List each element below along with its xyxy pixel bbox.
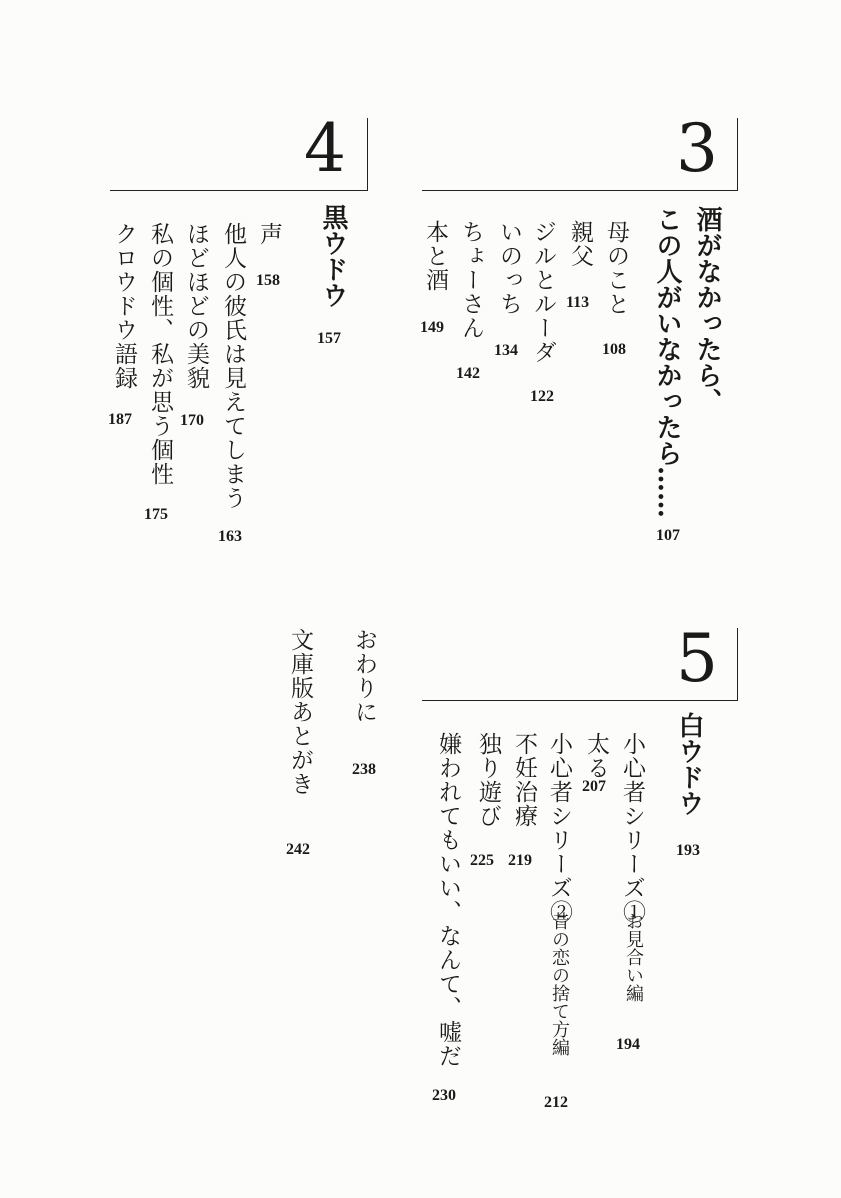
toc-entry-page: 238: [352, 761, 376, 778]
chapter-4-rule-horizontal: [110, 190, 368, 191]
toc-entry-page: 219: [508, 852, 532, 869]
toc-entry-title[interactable]: いのっち: [496, 220, 522, 316]
toc-entry-page: 108: [602, 341, 626, 358]
toc-entry-title[interactable]: クロウドウ語録: [111, 222, 137, 390]
chapter-3-title-line1: 酒がなかったら、: [692, 206, 722, 414]
toc-entry-page: 163: [218, 528, 242, 545]
toc-entry-title[interactable]: 本と酒: [422, 220, 448, 292]
chapter-5-title: 白ウドウ: [674, 712, 704, 816]
toc-entry-title[interactable]: ちょーさん: [458, 220, 484, 340]
toc-entry-title[interactable]: 独り遊び: [475, 732, 501, 828]
toc-entry-page: 122: [530, 388, 554, 405]
chapter-3-title-line2: この人がいなかったら……: [652, 206, 682, 518]
toc-entry-page: 242: [286, 841, 310, 858]
toc-entry-title[interactable]: 声: [256, 222, 282, 246]
toc-entry-subtitle: お見合い編: [623, 912, 644, 1002]
toc-entry-page: 113: [566, 294, 590, 311]
toc-entry-title[interactable]: ジルとルーダ: [530, 220, 556, 364]
chapter-3-number: 3: [676, 110, 718, 187]
chapter-4-number: 4: [304, 110, 346, 187]
toc-entry-title[interactable]: 小心者シリーズ①: [619, 732, 645, 924]
chapter-4-page-number: 157: [317, 330, 341, 347]
toc-entry-page: 212: [544, 1094, 568, 1111]
toc-entry-page: 225: [470, 852, 494, 869]
toc-entry-page: 134: [494, 342, 518, 359]
toc-entry-title[interactable]: 太る: [583, 732, 609, 780]
toc-entry-page: 158: [256, 272, 280, 289]
chapter-5-page-number: 193: [676, 842, 700, 859]
toc-entry-title[interactable]: おわりに: [351, 628, 377, 724]
toc-entry-title[interactable]: 他人の彼氏は見えてしまう: [220, 222, 246, 510]
toc-entry-page: 149: [420, 319, 444, 336]
chapter-3-page-number: 107: [656, 527, 680, 544]
toc-entry-title[interactable]: 不妊治療: [511, 732, 537, 828]
chapter-3-rule-vertical: [737, 118, 738, 191]
toc-entry-title[interactable]: 親父: [567, 220, 593, 268]
chapter-5-rule-vertical: [737, 628, 738, 701]
toc-entry-subtitle: 昔の恋の捨て方編: [549, 912, 570, 1056]
chapter-4-title: 黒ウドウ: [318, 204, 348, 308]
chapter-3-rule-horizontal: [422, 190, 738, 191]
chapter-4-rule-vertical: [367, 118, 368, 191]
toc-entry-page: 194: [616, 1036, 640, 1053]
toc-entry-page: 170: [180, 412, 204, 429]
toc-entry-page: 207: [582, 778, 606, 795]
toc-entry-title[interactable]: 嫌われてもいい、なんて、嘘だ: [435, 732, 461, 1068]
toc-entry-page: 230: [432, 1087, 456, 1104]
toc-entry-title[interactable]: 母のこと: [603, 220, 629, 316]
chapter-5-number: 5: [676, 620, 718, 697]
toc-entry-title[interactable]: 文庫版あとがき: [287, 628, 313, 796]
toc-entry-title[interactable]: ほどほどの美貌: [183, 222, 209, 390]
toc-entry-page: 142: [456, 365, 480, 382]
toc-entry-page: 187: [108, 411, 132, 428]
toc-entry-title[interactable]: 小心者シリーズ②: [546, 732, 572, 924]
toc-entry-title[interactable]: 私の個性、私が思う個性: [147, 222, 173, 486]
toc-entry-page: 175: [144, 506, 168, 523]
chapter-5-rule-horizontal: [422, 700, 738, 701]
